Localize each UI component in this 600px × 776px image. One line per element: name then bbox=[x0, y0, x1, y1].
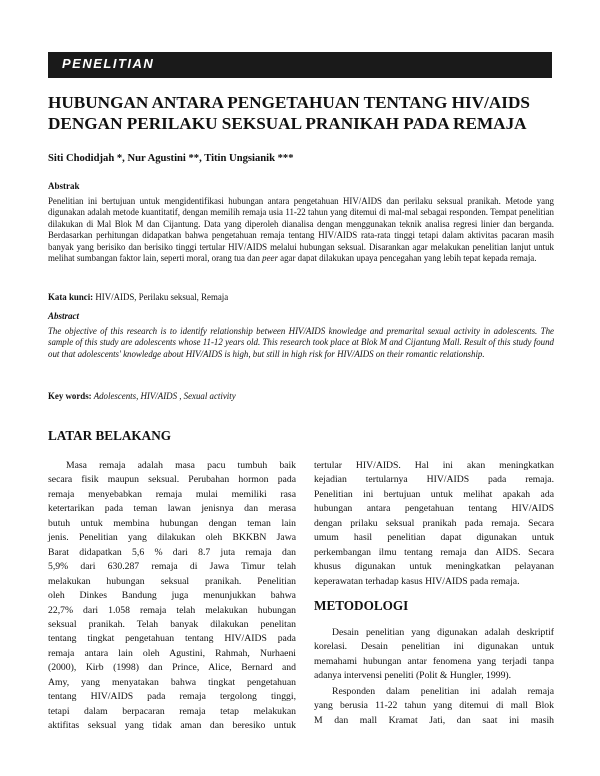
abstrak-italic-term: peer bbox=[262, 253, 278, 264]
text-line: remaja menyebabkan remaja mulai memiliki rasa bbox=[48, 488, 296, 500]
latar-belakang-heading: LATAR BELAKANG bbox=[48, 428, 171, 443]
text-line: Amy, yang menyatakan bahwa tingkat pengetahuan bbox=[48, 676, 296, 688]
text-line: jenis. Penelitian yang dilakukan oleh BKKBN Jawa bbox=[48, 532, 296, 544]
key-words-label: Key words: bbox=[48, 391, 92, 401]
text-line: keperawatan terhadap kasus HIV/AIDS pada remaja. bbox=[314, 575, 520, 587]
text-line: yang berusia 11-22 tahun yang ditemui di mall Blok bbox=[314, 700, 554, 712]
author-list: Siti Chodidjah *, Nur Agustini **, Titin Ungsianik *** bbox=[48, 153, 294, 164]
text-line: hubungan antara pengetahuan tentang HIV/AIDS bbox=[314, 503, 554, 515]
key-words bbox=[48, 391, 236, 401]
text-line: dengan prilaku seksual pranikah pada remaja. Secara bbox=[314, 517, 554, 529]
abstrak-heading: Abstrak bbox=[48, 181, 80, 191]
abstrak-body bbox=[48, 196, 554, 265]
key-words-values: Adolescents, HIV/AIDS , Sexual activity bbox=[91, 391, 236, 401]
text-line: (2000), Kirb (1998) dan Prince, Alice, Bernard and bbox=[48, 662, 296, 674]
text-line: memahami hubungan antar fenomena yang terjadi tanpa bbox=[314, 655, 554, 667]
text-line: tentang tingkat pengetahuan tentang HIV/AIDS pada bbox=[48, 633, 296, 645]
text-line: Responden dalam penelitian ini adalah remaja bbox=[332, 686, 554, 697]
text-line: Penelitian ini bertujuan untuk melihat apakah ada bbox=[314, 488, 554, 500]
text-line: umum hasil penelitian dapat digunakan untuk bbox=[314, 532, 554, 544]
text-line: 22,7% dari 1.058 remaja telah melakukan hubungan bbox=[48, 604, 296, 616]
abstrak-text: Penelitian ini bertujuan untuk mengidentifikasi hubungan antara pengetahuan HIV/AIDS dan perilaku seksual pranikah. Metode yang digunakan adalah metode kuantitatif, dengan memilih remaja usia 11-22 tahun yang ditemui di mal-mal sebagai responden. Tempat penelitian dilakukan di Mal Blok M dan Cijantung. Data yang diperoleh dianalisa dengan menggunakan teknik analisa regresi linier dan berganda. Berdasarkan perhitungan didapatkan bahwa pengetahuan remaja tentang HIV/AIDS rata-rata tinggi tetapi dalam aktivitas pacaran masih banyak yang berisiko dan berisiko tinggi tertular HIV/AIDS melalui hubungan seksual. Disarankan agar melakukan penelitian lanjut untuk melihat sumbangan faktor lain, seperti moral, orang tua dan bbox=[48, 196, 554, 264]
section-banner bbox=[48, 52, 552, 78]
metodologi-paragraph-1 bbox=[314, 626, 554, 684]
abstract-body: The objective of this research is to identify relationship between HIV/AIDS knowledge and premarital sexual activity in adolescents. The sample of this study are adolescents whose 11-12 years old. This research took place at Blok M and Cijantung Mall. Result of this study found out that adolescents' knowledge about HIV/AIDS is high, but still in high risk for HIV/AIDS on their romantic relationship. bbox=[48, 326, 554, 359]
abstrak-text-end: agar dapat dilakukan upaya pencegahan yang lebih tepat kepada remaja. bbox=[277, 253, 537, 264]
section-label: PENELITIAN bbox=[62, 56, 155, 71]
text-line: korelasi. Desain penelitian ini digunakan untuk bbox=[314, 641, 554, 653]
text-line: tetapi dalam berpacaran remaja tetap melakukan bbox=[48, 705, 296, 717]
abstract-heading: Abstract bbox=[48, 311, 80, 321]
metodologi-heading: METODOLOGI bbox=[314, 598, 409, 613]
text-line: kejadian tertularnya HIV/AIDS pada remaja. bbox=[314, 474, 554, 486]
text-line: aktifitas seksual yang tidak aman dan beresiko untuk bbox=[48, 720, 296, 732]
title-line-1: HUBUNGAN ANTARA PENGETAHUAN TENTANG HIV/AIDS bbox=[48, 93, 530, 112]
text-line: M dan mall Kramat Jati, dan saat ini masih bbox=[314, 714, 554, 726]
text-line: melakukan hubungan seksual pranikah. Penelitian bbox=[48, 575, 296, 587]
text-line: ketertarikan pada teman lawan jenisnya dan merasa bbox=[48, 503, 296, 515]
text-line: tertular HIV/AIDS. Hal ini akan meningkatkan bbox=[314, 460, 554, 471]
text-line: seksual pranikah. Telah banyak dilakukan penelitan bbox=[48, 618, 296, 630]
text-line: Desain penelitian yang digunakan adalah deskriptif bbox=[332, 627, 554, 638]
kata-kunci-values: HIV/AIDS, Perilaku seksual, Remaja bbox=[93, 292, 229, 302]
text-line: perkembangan ilmu tentang remaja dan AIDS. Secara bbox=[314, 546, 554, 558]
title-line-2: DENGAN PERILAKU SEKSUAL PRANIKAH PADA REMAJA bbox=[48, 114, 527, 133]
text-line: oleh Dinkes Bandung juga menunjukkan bahwa bbox=[48, 590, 296, 602]
text-line: butuh untuk membina hubungan dengan teman lain bbox=[48, 517, 296, 529]
latar-left-column bbox=[48, 459, 296, 734]
text-line: remaja antara lain oleh Agustini, Rahmah, Nurhaeni bbox=[48, 647, 296, 659]
text-line: tentang HIV/AIDS pada remaja tergolong tinggi, bbox=[48, 691, 296, 703]
text-line: khusus digunakan untuk meningkatkan pelayanan bbox=[314, 561, 554, 573]
text-line: Masa remaja adalah masa pacu tumbuh baik bbox=[66, 460, 296, 471]
text-line: adanya intervensi peneliti (Polit & Hungler, 1999). bbox=[314, 670, 512, 682]
text-line: Barat didapatkan 5,6 % dari 8.7 juta remaja dan bbox=[48, 546, 296, 558]
text-line: 5,9% dari 630.287 remaja di Jawa Timur telah bbox=[48, 561, 296, 573]
kata-kunci bbox=[48, 292, 228, 302]
text-line: secara fisik maupun seksual. Perubahan hormon pada bbox=[48, 474, 296, 486]
kata-kunci-label: Kata kunci: bbox=[48, 292, 94, 302]
latar-right-column bbox=[314, 459, 554, 589]
article-title bbox=[48, 92, 558, 134]
metodologi-paragraph-2 bbox=[314, 685, 554, 728]
